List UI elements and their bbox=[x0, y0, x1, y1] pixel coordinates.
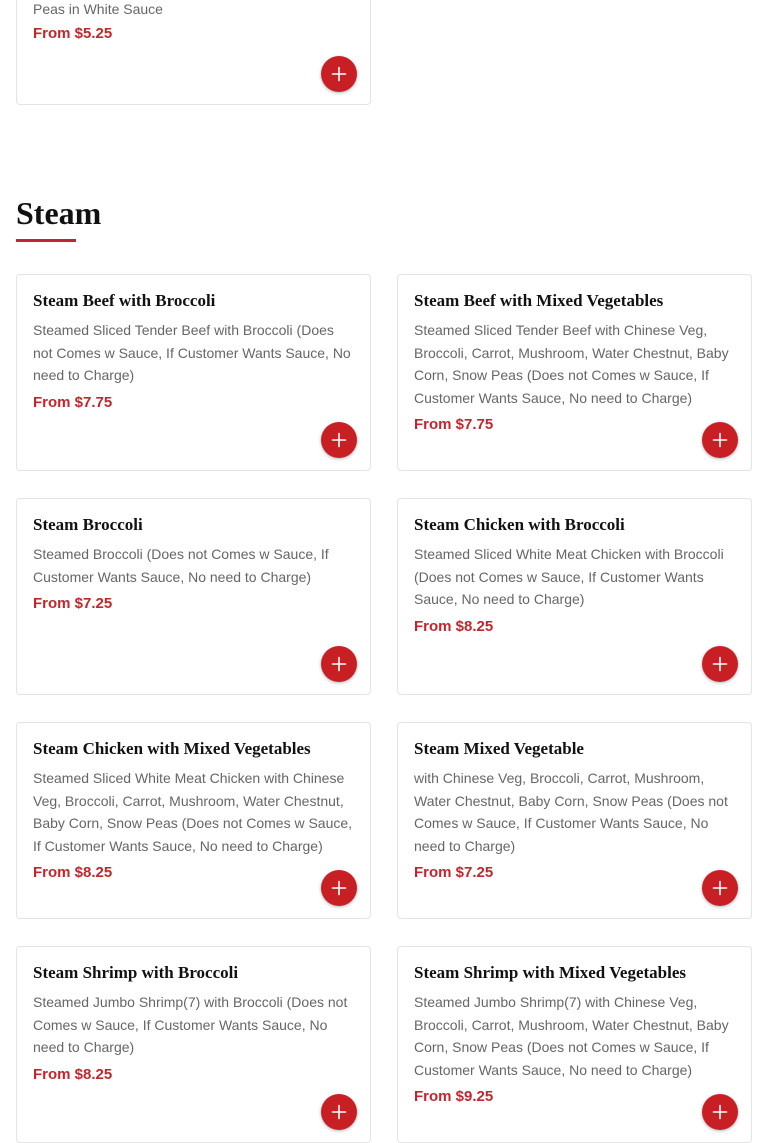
add-to-cart-button[interactable] bbox=[702, 646, 738, 682]
menu-item-card[interactable] bbox=[397, 274, 752, 471]
menu-item-name: Steam Mixed Vegetable bbox=[414, 739, 584, 758]
plus-icon bbox=[331, 880, 347, 896]
add-to-cart-button[interactable] bbox=[321, 56, 357, 92]
plus-icon bbox=[712, 656, 728, 672]
menu-item-card[interactable] bbox=[16, 722, 371, 919]
menu-item-card[interactable] bbox=[397, 946, 752, 1143]
plus-icon bbox=[331, 656, 347, 672]
section-title: Steam bbox=[16, 195, 102, 231]
menu-item-description: Steamed Jumbo Shrimp(7) with Broccoli (Does not Comes w Sauce, If Customer Wants Sauce, No need to Charge) bbox=[33, 994, 348, 1055]
menu-item-card[interactable] bbox=[397, 498, 752, 695]
menu-item-price: From $8.25 bbox=[414, 617, 494, 635]
add-to-cart-button[interactable] bbox=[321, 1094, 357, 1130]
menu-item-description: with Chinese Veg, Broccoli, Carrot, Mushroom, Water Chestnut, Baby Corn, Snow Peas (Does not Comes w Sauce, If Customer Wants Sauce, No need to Charge) bbox=[414, 770, 728, 854]
plus-icon bbox=[331, 1104, 347, 1120]
menu-item-price: From $7.75 bbox=[33, 393, 113, 411]
menu-item-price: From $8.25 bbox=[33, 864, 113, 881]
menu-item-name: Steam Chicken with Broccoli bbox=[414, 515, 625, 534]
plus-icon bbox=[712, 432, 728, 448]
add-to-cart-button[interactable] bbox=[321, 646, 357, 682]
menu-item-name: Steam Shrimp with Broccoli bbox=[33, 963, 239, 982]
menu-item-description: Steamed Jumbo Shrimp(7) with Chinese Veg, Broccoli, Carrot, Mushroom, Water Chestnut, Baby Corn, Snow Peas (Does not Comes w Sauce, If Customer Wants Sauce, No need to Charge) bbox=[414, 994, 729, 1078]
menu-item-price: From $7.25 bbox=[33, 595, 113, 612]
menu-item-card[interactable] bbox=[397, 722, 752, 919]
menu-item-price: From $9.25 bbox=[414, 1088, 494, 1105]
add-to-cart-button[interactable] bbox=[702, 422, 738, 458]
menu-item-description: Steamed Broccoli (Does not Comes w Sauce, If Customer Wants Sauce, No need to Charge) bbox=[33, 546, 329, 585]
plus-icon bbox=[331, 66, 347, 82]
menu-item-card[interactable] bbox=[16, 498, 371, 695]
plus-icon bbox=[331, 432, 347, 448]
menu-item-card-partial[interactable] bbox=[16, 0, 371, 105]
add-to-cart-button[interactable] bbox=[702, 1094, 738, 1130]
menu-item-price: From $5.25 bbox=[33, 25, 113, 42]
menu-item-card[interactable] bbox=[16, 946, 371, 1143]
menu-item-name: Steam Shrimp with Mixed Vegetables bbox=[414, 963, 686, 982]
menu-item-name: Steam Broccoli bbox=[33, 515, 143, 534]
menu-item-price: From $7.75 bbox=[414, 416, 494, 433]
menu-item-description: Steamed Sliced White Meat Chicken with Broccoli (Does not Comes w Sauce, If Customer Wants Sauce, No need to Charge) bbox=[414, 546, 724, 607]
menu-item-name: Steam Chicken with Mixed Vegetables bbox=[33, 739, 311, 758]
menu-item-price: From $7.25 bbox=[414, 864, 494, 881]
add-to-cart-button[interactable] bbox=[321, 870, 357, 906]
menu-item-description: Steamed Sliced Tender Beef with Broccoli (Does not Comes w Sauce, If Customer Wants Sauce, No need to Charge) bbox=[33, 322, 351, 383]
plus-icon bbox=[712, 880, 728, 896]
menu-item-card[interactable] bbox=[16, 274, 371, 471]
menu-item-name: Steam Beef with Mixed Vegetables bbox=[414, 291, 664, 310]
menu-item-description: Steamed Sliced White Meat Chicken with Chinese Veg, Broccoli, Carrot, Mushroom, Water Chestnut, Baby Corn, Snow Peas (Does not Comes w Sauce, If Customer Wants Sauce, No need to Charge) bbox=[33, 770, 353, 854]
plus-icon bbox=[712, 1104, 728, 1120]
menu-item-description: Peas in White Sauce bbox=[33, 1, 163, 17]
add-to-cart-button[interactable] bbox=[321, 422, 357, 458]
section-title-underline bbox=[16, 239, 76, 242]
menu-item-description: Steamed Sliced Tender Beef with Chinese Veg, Broccoli, Carrot, Mushroom, Water Chestnut, Baby Corn, Snow Peas (Does not Comes w Sauce, If Customer Wants Sauce, No need to Charge) bbox=[414, 322, 729, 406]
add-to-cart-button[interactable] bbox=[702, 870, 738, 906]
menu-item-price: From $8.25 bbox=[33, 1065, 113, 1083]
menu-item-name: Steam Beef with Broccoli bbox=[33, 291, 216, 310]
